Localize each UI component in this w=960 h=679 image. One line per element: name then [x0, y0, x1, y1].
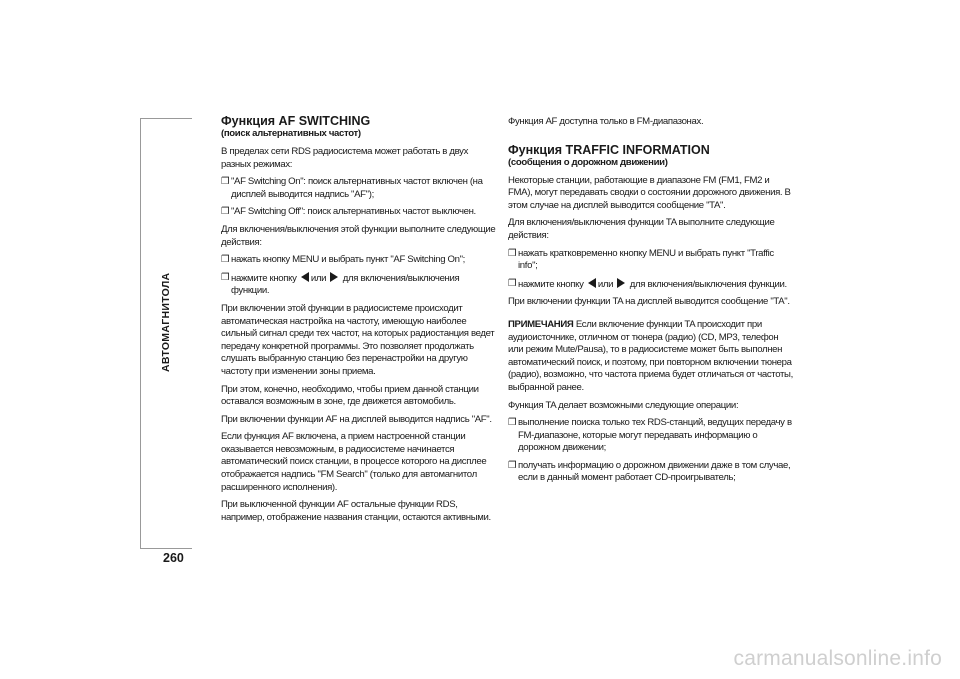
list-item: ❒ нажмите кнопку или для включения/выключения функции. [221, 271, 460, 297]
checkbox-bullet-icon: ❒ [221, 254, 230, 266]
af-fm-note: Функция AF доступна только в FM-диапазонах. [508, 116, 704, 127]
paragraph: При этом, конечно, необходимо, чтобы прием данной станции оставался возможным в зоне, где движется автомобиль. [221, 383, 479, 408]
ta-ops-intro: Функция TA делает возможными следующие операции: [508, 399, 739, 411]
af-intro: В пределах сети RDS радиосистема может работать в двух разных режимах: [221, 146, 469, 170]
checkbox-bullet-icon: ❒ [508, 459, 517, 471]
checkbox-bullet-icon: ❒ [221, 271, 230, 283]
paragraph: При выключенной функции AF остальные функции RDS, например, отображение названия станции, остаются активными. [221, 499, 491, 523]
note-label: ПРИМЕЧАНИЯ [508, 318, 574, 330]
left-column [221, 114, 496, 529]
checkbox-bullet-icon: ❒ [508, 417, 517, 429]
sidebar-bottom-rule [140, 548, 192, 549]
note-text: Если включение функции TA происходит при аудиоисточнике, отличном от тюнера (радио) (CD, MP3, телефон или режим Mute/Pausa), то в радиосистеме может быть выполнен автоматический поиск, и поэтому, при повторном включении тюнера (радио), возможно, что частота приема будет отличаться от частоты, выбранной ранее. [508, 318, 793, 393]
section-label: АВТОМАГНИТОЛА [160, 272, 172, 372]
traffic-info-title: Функция TRAFFIC INFORMATION [508, 142, 710, 157]
paragraph: При включении функции AF на дисплей выводится надпись "AF". [221, 413, 492, 425]
checkbox-bullet-icon: ❒ [221, 206, 230, 218]
af-switching-title: Функция AF SWITCHING [221, 114, 371, 128]
page-number: 260 [163, 551, 184, 565]
af-switching-subtitle: (поиск альтернативных частот) [221, 128, 361, 139]
af-actions-intro: Для включения/выключения этой функции выполните следующие действия: [221, 223, 496, 248]
ta-actions-intro: Для включения/выключения функции TA выполните следующие действия: [508, 217, 775, 241]
paragraph: Некоторые станции, работающие в диапазоне FM (FM1, FM2 и FMA), могут передавать сводки о состоянии дорожного движения. В этом случае на дисплей выводится сообщение "TA". [508, 174, 791, 211]
list-item: ❒ "AF Switching On": поиск альтернативных частот включен (на дисплей выводится надпись "AF"); [221, 176, 483, 200]
left-arrow-icon [301, 272, 309, 282]
list-item: ❒ выполнение поиска только тех RDS-станций, ведущих передачу в FM-диапазоне, которые могут передавать информацию о дорожном движении; [508, 417, 792, 454]
list-item: ❒ нажать кратковременно кнопку MENU и выбрать пункт "Traffic info"; [508, 247, 774, 272]
checkbox-bullet-icon: ❒ [508, 277, 517, 289]
list-item: ❒ нажмите кнопку или для включения/выключения функции. [508, 277, 787, 290]
sidebar-top-rule [140, 118, 192, 119]
left-arrow-icon [588, 278, 596, 288]
sidebar-divider [140, 118, 141, 548]
traffic-info-subtitle: (сообщения о дорожном движении) [508, 156, 668, 168]
watermark: carmanualsonline.info [733, 647, 942, 670]
list-item: ❒ "AF Switching Off": поиск альтернативных частот выключен. [221, 206, 476, 218]
checkbox-bullet-icon: ❒ [508, 247, 517, 259]
note-block [508, 319, 793, 395]
checkbox-bullet-icon: ❒ [221, 176, 230, 188]
right-arrow-icon [617, 278, 625, 288]
right-arrow-icon [330, 272, 338, 282]
list-item: ❒ получать информацию о дорожном движении даже в том случае, если в данный момент работает CD-проигрыватель; [508, 459, 791, 484]
paragraph: При включении функции TA на дисплей выводится сообщение "TA". [508, 296, 790, 308]
paragraph: При включении этой функции в радиосистеме происходит автоматическая настройка на частоту, имеющую наиболее сильный сигнал среди тех частот, на которых радиостанция ведет передачу конкретной программы. Это позволяет продолжать слушать выбранную станцию без перенастройки на другую частоту при изменении зоны приема. [221, 302, 495, 377]
list-item: ❒ нажать кнопку MENU и выбрать пункт "AF Switching On"; [221, 254, 465, 266]
right-column [508, 116, 793, 490]
paragraph: Если функция AF включена, а прием настроенной станции оказывается невозможным, в радиосистеме начинается автоматический поиск станции, в процессе которого на дисплее отображается надпись "FM Search" (только для автомагнитол расширенного исполнения). [221, 431, 487, 493]
